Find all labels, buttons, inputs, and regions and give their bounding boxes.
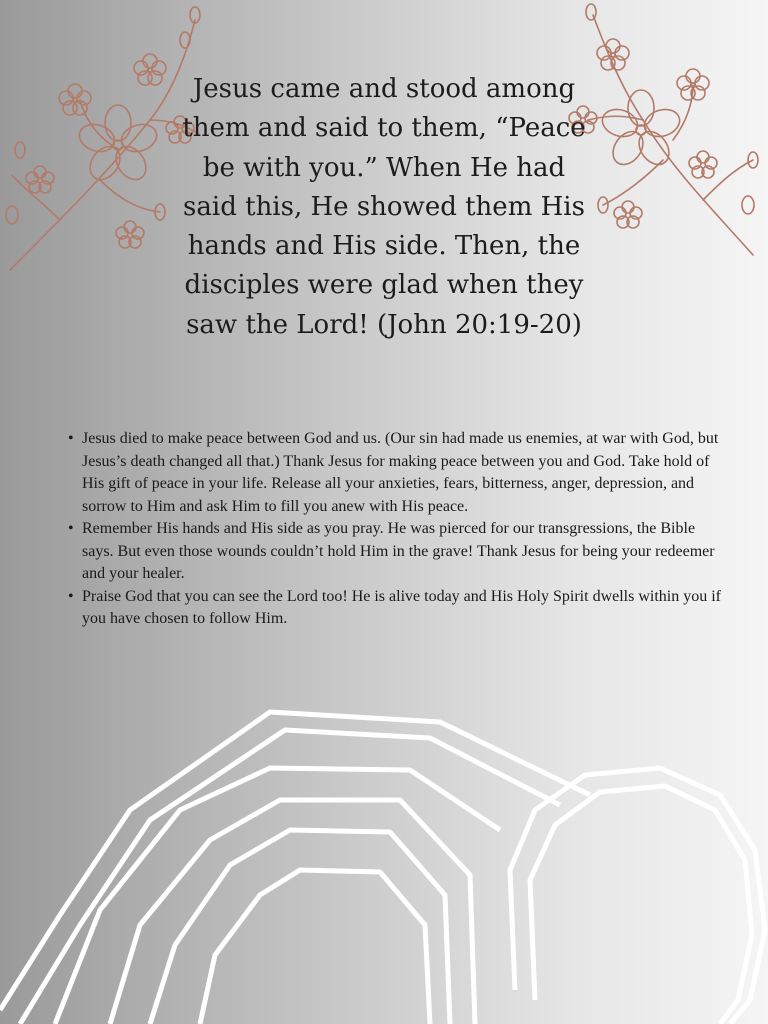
list-item: • Remember His hands and His side as you pray. He was pierced for our transgressions, the Bible says. But even those wounds couldn’t hold Him in the grave! Thank Jesus for being your redeemer and your healer. <box>68 518 728 586</box>
empty-tomb-icon <box>0 700 768 1024</box>
prayer-points-list <box>68 428 728 631</box>
bible-verse: Jesus came and stood among them and said to them, “Peace be with you.” When He had said this, He showed them His hands and His side. Then, the disciples were glad when they saw the Lord! (John 20:19-20) <box>182 74 586 340</box>
list-item: • Praise God that you can see the Lord too! He is alive today and His Holy Spirit dwells within you if you have chosen to follow Him. <box>68 586 728 631</box>
list-item: • Jesus died to make peace between God and us. (Our sin had made us enemies, at war with God, but Jesus’s death changed all that.) Thank Jesus for making peace between you and God. Take hold of His gift of peace in your life. Release all your anxieties, fears, bitterness, anger, depression, and sorrow to Him and ask Him to fill you anew with His peace. <box>68 428 728 518</box>
